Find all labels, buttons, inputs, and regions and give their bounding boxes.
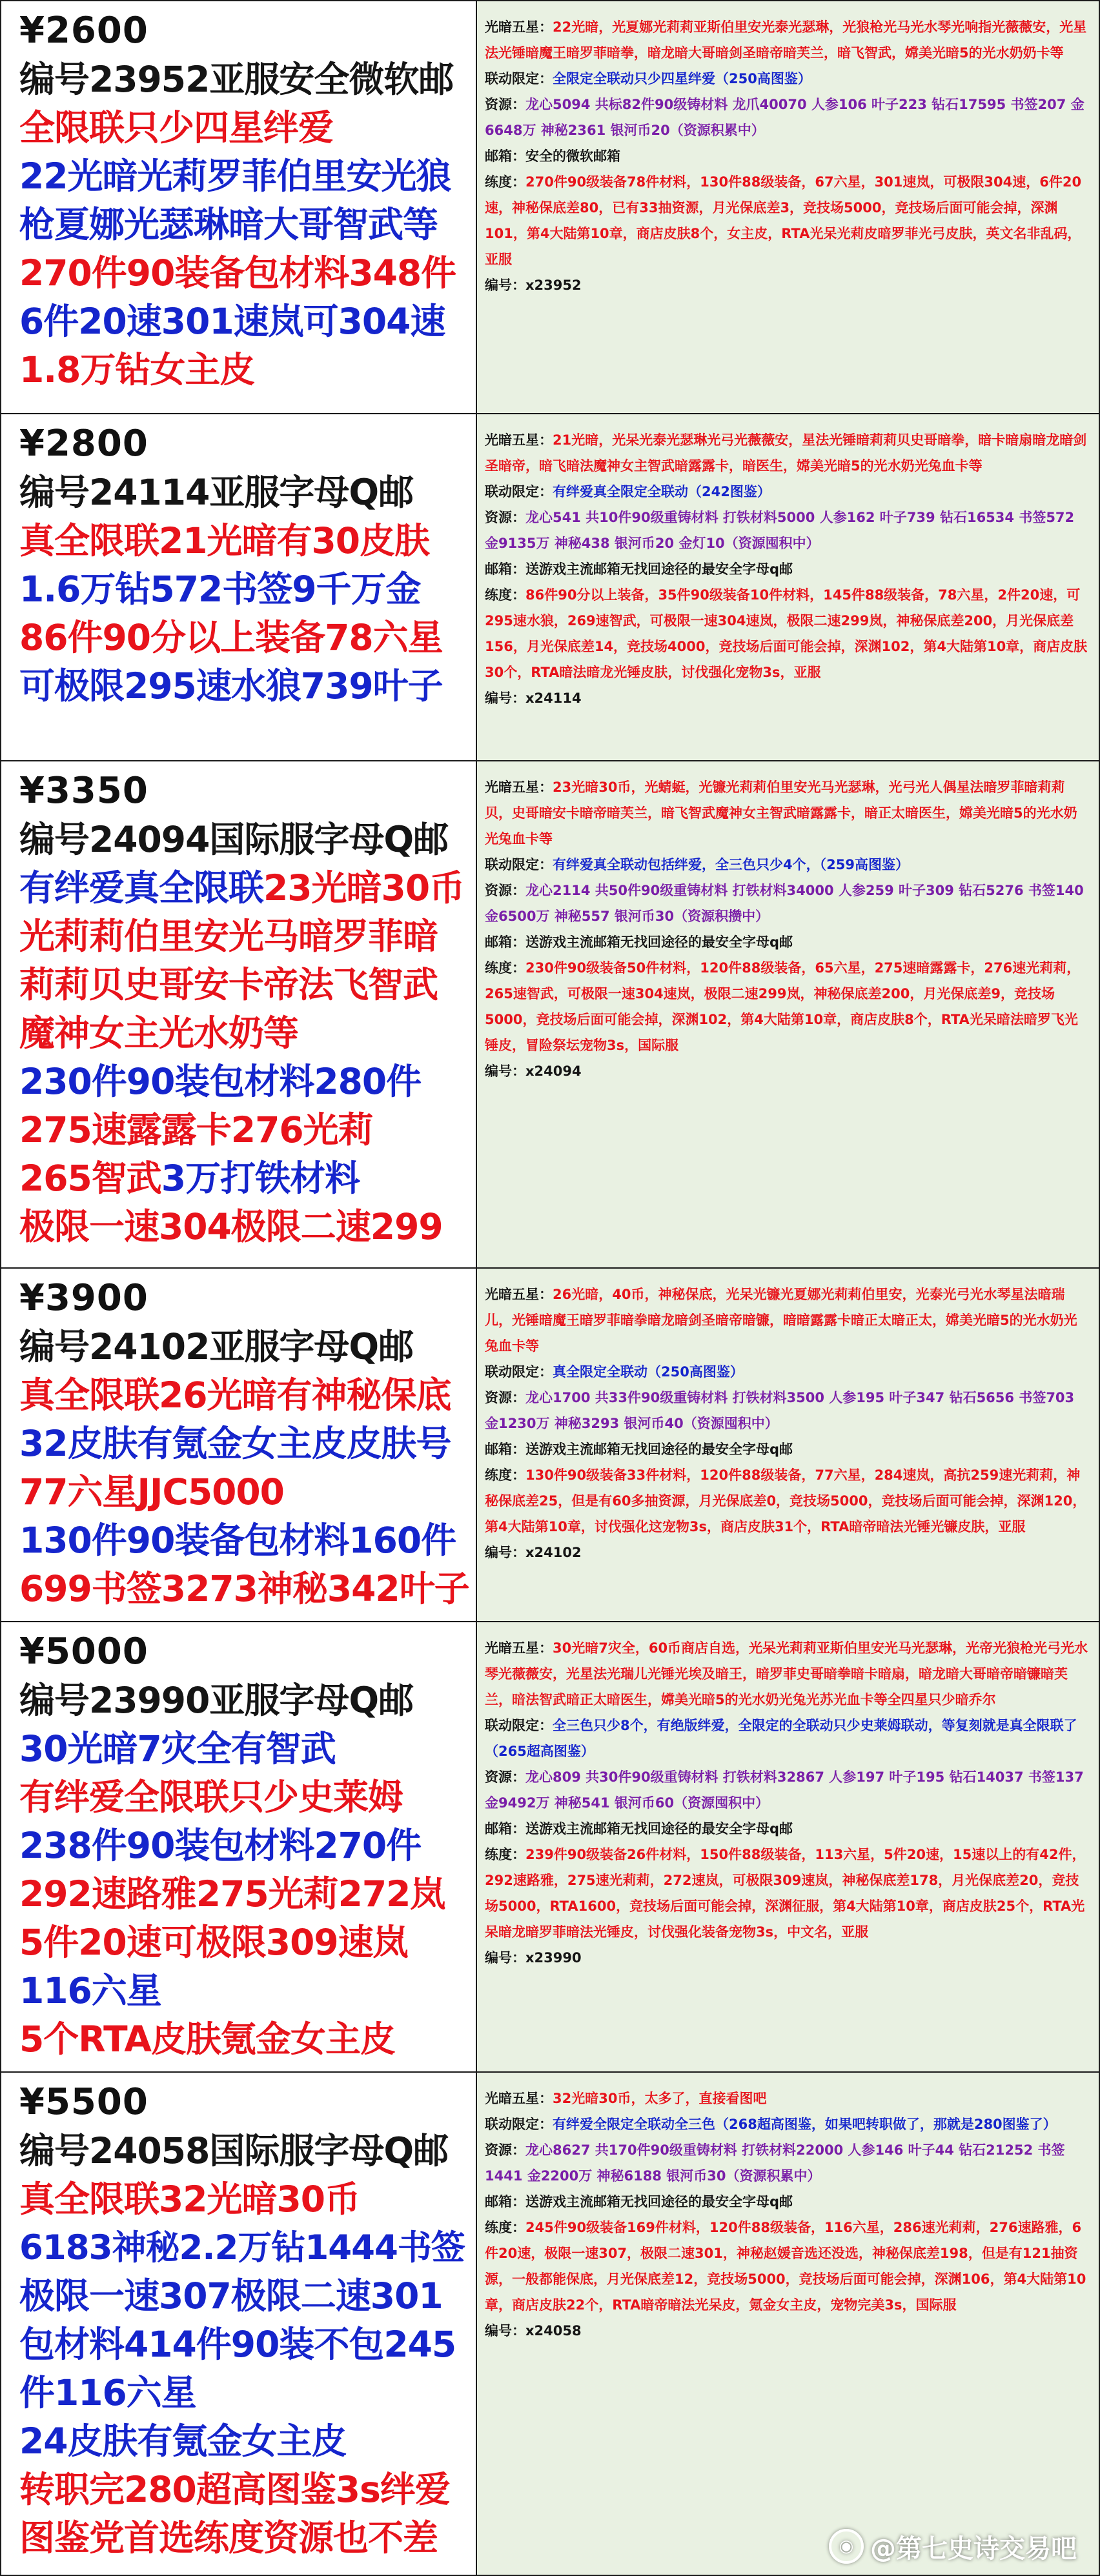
- detail-value: 有绊爱真全联动包括绊爱，全三色只少4个，（259高图鉴）: [553, 857, 909, 872]
- listing-highlight: 1.8万钻女主皮: [19, 349, 255, 390]
- detail-value: 送游戏主流邮箱无找回途径的最安全字母q邮: [525, 934, 793, 950]
- detail-line: [485, 1764, 1088, 1816]
- detail-key: 光暗五星：: [485, 2091, 553, 2106]
- detail-line: [485, 1945, 1088, 1971]
- detail-line: [485, 1540, 1088, 1565]
- listing-highlight: 魔神女主光水奶等: [19, 1012, 299, 1054]
- detail-key: 资源：: [485, 510, 525, 525]
- listing-highlight: 77六星JJC5000: [19, 1471, 284, 1513]
- detail-value: 245件90级装备169件材料，120件88级装备，116六星，286速光莉莉，276速路雅，6件20速，极限一速307，极限二速301，神秘赵媛音选还没选，神秘保底差198，但是有121抽资源，一般都能保底，月光保底差12，竞技场5000，竞技场后面可能会掉，深渊106，第4大陆第10章，商店皮肤22个，RTA暗帝暗法光呆皮，氪金女主皮，宠物完美3s，国际服: [485, 2220, 1086, 2313]
- detail-line: [485, 1436, 1088, 1462]
- listing-highlight: 真全限联21光暗有30皮肤: [19, 520, 430, 561]
- detail-key: 光暗五星：: [485, 780, 553, 795]
- detail-key: 练度：: [485, 174, 525, 190]
- detail-key: 光暗五星：: [485, 19, 553, 35]
- listing-details: [477, 761, 1099, 1267]
- detail-line: [485, 2318, 1088, 2344]
- detail-value: 32光暗30币，太多了，直接看图吧: [553, 2091, 767, 2106]
- detail-line: [485, 143, 1088, 169]
- detail-line: [485, 2137, 1088, 2189]
- detail-line: [485, 955, 1088, 1058]
- detail-value: 22光暗，光夏娜光莉莉亚斯伯里安光泰光瑟琳，光狼枪光马光水琴光响指光薇薇安，光星法光锤暗魔王暗罗菲暗拳，暗龙暗大哥暗剑圣暗帝暗芙兰，暗飞智武，嫦美光暗5的光水奶奶卡等: [485, 19, 1087, 61]
- detail-value: 130件90级装备33件材料，120件88级装备，77六星，284速岚，高抗259速光莉莉，神秘保底差25，但是有60多抽资源，月光保底差0，竞技场5000，竞技场后面可能会掉，深渊120，第4大陆第10章，讨伐强化这宠物3s，商店皮肤31个，RTA暗帝暗法光锤光镰皮肤，亚服: [485, 1467, 1086, 1535]
- listing-price: ¥5000: [19, 1631, 148, 1673]
- listing-highlight: 22光暗光莉罗菲伯里安光狼: [19, 156, 451, 197]
- highlight-segment: 3万打铁材料: [161, 1158, 360, 1199]
- listing-highlight: 包材料414件90装不包245: [19, 2324, 456, 2365]
- detail-value: 全限定全联动只少四星绊爱（250高图鉴）: [553, 71, 811, 86]
- detail-line: [485, 1058, 1088, 1084]
- detail-value: 86件90分以上装备，35件90级装备10件材料，145件88级装备，78六星，2件20速，可295速水狼，269速智武，可极限一速304速岚，极限二速299岚，神秘保底差200，月光保底差156，月光保底差14，竞技场4000，竞技场后面可能会掉，深渊102，第4大陆第10章，商店皮肤30个，RTA暗法暗龙光锤皮肤，讨伐强化宠物3s，亚服: [485, 587, 1088, 680]
- detail-value: 龙心541 共10件90级重铸材料 打铁材料5000 人参162 叶子739 钻石16534 书签572 金9135万 神秘438 银河币20 金灯10（资源囤积中）: [485, 510, 1075, 551]
- detail-key: 联动限定：: [485, 857, 553, 872]
- detail-line: [485, 1713, 1088, 1764]
- detail-line: [485, 1359, 1088, 1385]
- detail-value: x23952: [525, 277, 582, 293]
- listing-highlight: 光莉莉伯里安光马暗罗菲暗: [19, 916, 438, 957]
- detail-line: [485, 1816, 1088, 1842]
- detail-value: 龙心8627 共170件90级重铸材料 打铁材料22000 人参146 叶子44 钻石21252 书签1441 金2200万 神秘6188 银河币30（资源积累中）: [485, 2142, 1065, 2184]
- listing-highlight: 116六星: [19, 1970, 161, 2011]
- detail-key: 资源：: [485, 97, 525, 112]
- listing-price: ¥3900: [19, 1277, 148, 1319]
- listing-highlight: 24皮肤有氪金女主皮: [19, 2420, 347, 2462]
- detail-value: 270件90级装备78件材料，130件88级装备，67六星，301速岚，可极限304速，6件20速，神秘保底差80，已有33抽资源，月光保底差3，竞技场5000，竞技场后面可能会掉，深渊101，第4大陆第10章，商店皮肤8个，女主皮，RTA光呆光莉皮暗罗菲光弓皮肤，英文名非乱码，亚服: [485, 174, 1082, 267]
- detail-key: 联动限定：: [485, 1364, 553, 1380]
- detail-line: [485, 92, 1088, 143]
- listing-highlight: 86件90分以上装备78六星: [19, 617, 443, 658]
- detail-line: [485, 272, 1088, 298]
- detail-key: 联动限定：: [485, 2117, 553, 2132]
- detail-key: 资源：: [485, 2142, 525, 2158]
- detail-line: [485, 852, 1088, 878]
- highlight-segment: 有绊爱真全限联: [19, 867, 264, 909]
- listing-highlight: 292速路雅275光莉272岚: [19, 1873, 445, 1915]
- listing-price: ¥2800: [19, 423, 148, 465]
- listing-summary: [1, 1, 477, 413]
- listing-highlight: 30光暗7灾全有智武: [19, 1728, 336, 1769]
- detail-key: 资源：: [485, 883, 525, 898]
- detail-key: 邮箱：: [485, 148, 525, 164]
- detail-value: 26光暗，40币，神秘保底，光呆光镰光夏娜光莉莉伯里安，光泰光弓光水琴星法暗瑞儿，光锤暗魔王暗罗菲暗拳暗龙暗剑圣暗帝暗镰，暗暗露露卡暗正太暗正太，嫦美光暗5的光水奶光兔血卡等: [485, 1287, 1077, 1354]
- listing-details: [477, 1269, 1099, 1621]
- detail-value: x24094: [525, 1063, 582, 1079]
- detail-value: 龙心5094 共标82件90级铸材料 龙爪40070 人参106 叶子223 钻石17595 书签207 金6648万 神秘2361 银河币20（资源积累中）: [485, 97, 1085, 138]
- detail-key: 联动限定：: [485, 1718, 553, 1733]
- detail-line: [485, 2215, 1088, 2318]
- detail-value: 龙心1700 共33件90级重铸材料 打铁材料3500 人参195 叶子347 钻石5656 书签703 金1230万 神秘3293 银河币40（资源囤积中）: [485, 1390, 1075, 1431]
- listing-price: ¥5500: [19, 2081, 148, 2123]
- listing-summary: [1, 761, 477, 1267]
- listing-highlight: 32皮肤有氪金女主皮皮肤号: [19, 1423, 451, 1464]
- detail-line: [485, 878, 1088, 929]
- detail-value: x23990: [525, 1950, 582, 1966]
- detail-key: 光暗五星：: [485, 432, 553, 448]
- listing-highlight: 230件90装包材料280件: [19, 1061, 422, 1102]
- weibo-logo-icon: ◉: [829, 2529, 864, 2564]
- listing-id: 编号23952亚服安全微软邮: [19, 59, 454, 100]
- detail-key: 编号：: [485, 690, 525, 706]
- detail-value: 有绊爱全限定全联动全三色（268超高图鉴，如果吧转职做了，那就是280图鉴了）: [553, 2117, 1057, 2132]
- detail-key: 练度：: [485, 1847, 525, 1862]
- detail-key: 邮箱：: [485, 2194, 525, 2209]
- listing-id: 编号23990亚服字母Q邮: [19, 1680, 414, 1721]
- detail-value: 真全限定全联动（250高图鉴）: [553, 1364, 744, 1380]
- detail-line: [485, 1282, 1088, 1359]
- listing-id: 编号24094国际服字母Q邮: [19, 819, 449, 860]
- listing-details: [477, 1, 1099, 413]
- detail-value: 21光暗，光呆光泰光瑟琳光弓光薇薇安，星法光锤暗莉莉贝史哥暗拳，暗卡暗扇暗龙暗剑圣暗帝，暗飞暗法魔神女主智武暗露露卡，暗医生，嫦美光暗5的光水奶光兔血卡等: [485, 432, 1087, 474]
- detail-line: [485, 929, 1088, 955]
- highlight-segment: 265智武: [19, 1158, 161, 1199]
- listing-row: [0, 413, 1100, 761]
- detail-value: x24114: [525, 690, 582, 706]
- listing-row: [0, 0, 1100, 414]
- detail-line: [485, 2111, 1088, 2137]
- detail-key: 光暗五星：: [485, 1640, 553, 1656]
- detail-value: 送游戏主流邮箱无找回途径的最安全字母q邮: [525, 1442, 793, 1457]
- detail-key: 邮箱：: [485, 934, 525, 950]
- listing-highlight: 130件90装备包材料160件: [19, 1520, 456, 1561]
- detail-key: 编号：: [485, 1545, 525, 1560]
- listing-highlight: 5件20速可极限309速岚: [19, 1922, 408, 1963]
- listing-details: [477, 2073, 1099, 2575]
- listing-row: [0, 2071, 1100, 2576]
- detail-value: x24058: [525, 2323, 582, 2339]
- detail-key: 编号：: [485, 277, 525, 293]
- detail-value: 安全的微软邮箱: [525, 148, 620, 164]
- detail-line: [485, 1635, 1088, 1713]
- detail-key: 资源：: [485, 1390, 525, 1405]
- listing-highlight: [19, 864, 471, 912]
- listing-highlight: 真全限联32光暗30币: [19, 2179, 360, 2220]
- detail-value: 239件90级装备26件材料，150件88级装备，113六星，5件20速，15速以上的有42件，292速路雅，275速光莉莉，272速岚，可极限309速岚，神秘保底差178，月光保底差20，竞技场5000，RTA1600，竞技场后面可能会掉，深渊征服，第4大陆第10章，商店皮肤25个，RTA光呆暗龙暗罗菲暗法光锤皮，讨伐强化装备宠物3s，中文名，亚服: [485, 1847, 1086, 1940]
- watermark: [829, 2527, 1077, 2566]
- detail-key: 邮箱：: [485, 1442, 525, 1457]
- listing-highlight: 图鉴党首选练度资源也不差: [19, 2517, 438, 2559]
- listing-price: ¥2600: [19, 10, 148, 52]
- detail-value: 龙心809 共30件90级重铸材料 打铁材料32867 人参197 叶子195 钻石14037 书签137 金9492万 神秘541 银河币60（资源囤积中）: [485, 1769, 1084, 1811]
- listing-highlight: 238件90装包材料270件: [19, 1825, 422, 1866]
- detail-key: 联动限定：: [485, 71, 553, 86]
- detail-line: [485, 2189, 1088, 2215]
- listing-id: 编号24058国际服字母Q邮: [19, 2130, 449, 2171]
- detail-value: 30光暗7灾全，60币商店自选，光呆光莉莉亚斯伯里安光马光瑟琳，光帝光狼枪光弓光水琴光薇薇安，光星法光瑞儿光锤光埃及暗王，暗罗菲史哥暗拳暗卡暗扇，暗龙暗大哥暗帝暗镰暗芙兰，暗法智武暗正太暗医生，嫦美光暗5的光水奶光兔光苏光血卡等全四星只少暗乔尔: [485, 1640, 1088, 1707]
- detail-line: [485, 479, 1088, 505]
- detail-line: [485, 14, 1088, 66]
- listing-highlight: 极限一速304极限二速299: [19, 1206, 443, 1247]
- listing-highlight: 1.6万钻572书签9千万金: [19, 569, 421, 610]
- listing-id: 编号24114亚服字母Q邮: [19, 472, 414, 513]
- listing-highlight: 转职完280超高图鉴3s绊爱: [19, 2469, 450, 2510]
- listing-summary: [1, 414, 477, 760]
- detail-value: 送游戏主流邮箱无找回途径的最安全字母q邮: [525, 561, 793, 577]
- detail-key: 联动限定：: [485, 484, 553, 499]
- listing-highlight: 699书签3273神秘342叶子: [19, 1568, 469, 1609]
- listing-summary: [1, 1622, 477, 2071]
- detail-line: [485, 556, 1088, 582]
- detail-line: [485, 1842, 1088, 1945]
- detail-value: 全三色只少8个，有绝版绊爱，全限定的全联动只少史莱姆联动，等复刻就是真全限联了（265超高图鉴）: [485, 1718, 1077, 1759]
- listing-row: [0, 1267, 1100, 1622]
- listing-highlight: 莉莉贝史哥安卡帝法飞智武: [19, 964, 438, 1005]
- detail-key: 光暗五星：: [485, 1287, 553, 1302]
- detail-line: [485, 1385, 1088, 1436]
- listing-highlight: 件116六星: [19, 2372, 196, 2413]
- listing-highlight: 275速露露卡276光莉: [19, 1109, 373, 1151]
- detail-line: [485, 169, 1088, 272]
- detail-value: 龙心2114 共50件90级重铸材料 打铁材料34000 人参259 叶子309 钻石5276 书签140 金6500万 神秘557 银河币30（资源积攒中）: [485, 883, 1084, 924]
- detail-line: [485, 582, 1088, 685]
- detail-line: [485, 1462, 1088, 1540]
- detail-line: [485, 2086, 1088, 2111]
- listing-highlight: 可极限295速水狼739叶子: [19, 665, 443, 707]
- listing-highlight: [19, 1154, 471, 1203]
- listing-row: [0, 1621, 1100, 2073]
- detail-line: [485, 427, 1088, 479]
- listing-price: ¥3350: [19, 770, 148, 812]
- highlight-segment: 23光暗30币: [263, 867, 465, 909]
- detail-key: 编号：: [485, 2323, 525, 2339]
- listing-summary: [1, 2073, 477, 2575]
- listing-highlight: 6183神秘2.2万钻1444书签: [19, 2228, 465, 2268]
- listing-details: [477, 1622, 1099, 2071]
- detail-value: 23光暗30币，光蜻蜓，光镰光莉莉伯里安光马光瑟琳，光弓光人偶星法暗罗菲暗莉莉贝，史哥暗安卡暗帝暗芙兰，暗飞智武魔神女主智武暗露露卡，暗正太暗医生，嫦美光暗5的光水奶光兔血卡等: [485, 780, 1077, 847]
- listing-summary: [1, 1269, 477, 1621]
- listing-row: [0, 760, 1100, 1269]
- detail-value: 送游戏主流邮箱无找回途径的最安全字母q邮: [525, 2194, 793, 2209]
- detail-value: x24102: [525, 1545, 582, 1560]
- listing-highlight: 全限联只少四星绊爱: [19, 107, 334, 148]
- detail-value: 送游戏主流邮箱无找回途径的最安全字母q邮: [525, 1821, 793, 1836]
- listing-highlight: 真全限联26光暗有神秘保底: [19, 1374, 451, 1416]
- listing-highlight: 5个RTA皮肤氪金女主皮: [19, 2018, 395, 2060]
- detail-key: 邮箱：: [485, 1821, 525, 1836]
- listing-id: 编号24102亚服字母Q邮: [19, 1326, 414, 1367]
- detail-key: 编号：: [485, 1063, 525, 1079]
- detail-line: [485, 66, 1088, 92]
- detail-key: 练度：: [485, 587, 525, 603]
- detail-line: [485, 685, 1088, 711]
- detail-line: [485, 505, 1088, 556]
- detail-key: 练度：: [485, 960, 525, 976]
- listing-highlight: 6件20速301速岚可304速: [19, 301, 445, 342]
- detail-key: 邮箱：: [485, 561, 525, 577]
- detail-key: 练度：: [485, 1467, 525, 1483]
- listing-highlight: 270件90装备包材料348件: [19, 252, 456, 294]
- detail-key: 编号：: [485, 1950, 525, 1966]
- detail-line: [485, 774, 1088, 852]
- detail-value: 有绊爱真全限定全联动（242图鉴）: [553, 484, 771, 499]
- detail-key: 资源：: [485, 1769, 525, 1785]
- listing-details: [477, 414, 1099, 760]
- watermark-text: @第七史诗交易吧: [870, 2533, 1077, 2564]
- detail-key: 练度：: [485, 2220, 525, 2235]
- listing-highlight: 极限一速307极限二速301: [19, 2275, 443, 2317]
- detail-value: 230件90级装备50件材料，120件88级装备，65六星，275速暗露露卡，276速光莉莉，265速智武，可极限一速304速岚，极限二速299岚，神秘保底差200，月光保底差9，竞技场5000，竞技场后面可能会掉，深渊102，第4大陆第10章，商店皮肤8个，RTA光呆暗法暗罗飞光锤皮，冒险祭坛宠物3s，国际服: [485, 960, 1081, 1053]
- listing-highlight: 有绊爱全限联只少史莱姆: [19, 1776, 403, 1818]
- listing-highlight: 枪夏娜光瑟琳暗大哥智武等: [19, 204, 438, 245]
